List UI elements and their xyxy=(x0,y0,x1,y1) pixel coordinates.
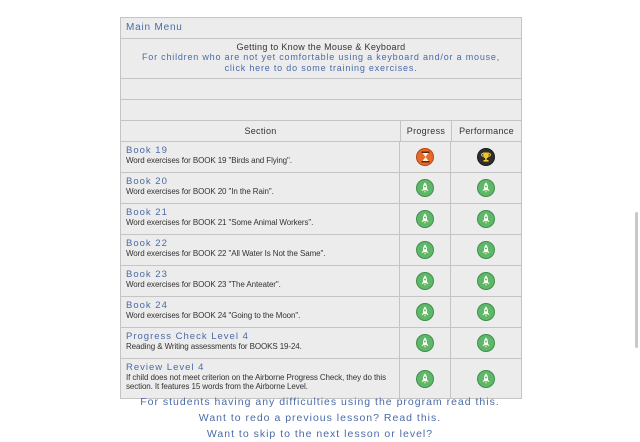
rocket-icon[interactable] xyxy=(477,241,495,259)
table-header xyxy=(121,121,521,142)
section-title-link[interactable]: Book 24 xyxy=(126,300,168,311)
rocket-icon[interactable] xyxy=(416,334,434,352)
section-cell xyxy=(121,173,400,203)
section-description: Word exercises for BOOK 21 "Some Animal Workers". xyxy=(126,218,314,227)
progress-cell xyxy=(400,359,451,398)
table-row xyxy=(121,235,521,266)
rocket-icon[interactable] xyxy=(416,241,434,259)
rocket-icon[interactable] xyxy=(477,370,495,388)
performance-cell xyxy=(451,142,520,172)
hourglass-icon[interactable] xyxy=(416,148,434,166)
progress-cell xyxy=(400,142,451,172)
rocket-icon[interactable] xyxy=(477,272,495,290)
section-cell xyxy=(121,328,400,358)
performance-cell xyxy=(451,173,520,203)
table-row xyxy=(121,204,521,235)
table-row xyxy=(121,328,521,359)
redo-lesson-link[interactable]: Want to redo a previous lesson? Read this. xyxy=(198,412,442,424)
performance-cell xyxy=(451,204,520,234)
table-row xyxy=(121,142,521,173)
blank-row xyxy=(121,100,521,121)
rocket-icon[interactable] xyxy=(416,272,434,290)
section-cell xyxy=(121,235,400,265)
section-title-link[interactable]: Book 21 xyxy=(126,207,168,218)
section-cell xyxy=(121,204,400,234)
progress-header: Progress xyxy=(401,121,452,141)
trophy-icon[interactable] xyxy=(477,148,495,166)
rocket-icon[interactable] xyxy=(477,334,495,352)
progress-cell xyxy=(400,204,451,234)
rocket-icon[interactable] xyxy=(416,179,434,197)
section-title-link[interactable]: Book 22 xyxy=(126,238,168,249)
progress-cell xyxy=(400,266,451,296)
section-description: Word exercises for BOOK 19 "Birds and Flying". xyxy=(126,156,292,165)
performance-cell xyxy=(451,266,520,296)
keyboard-training-link-line2[interactable]: click here to do some training exercises. xyxy=(224,63,418,73)
skip-lesson-link[interactable]: Want to skip to the next lesson or level? xyxy=(206,428,434,440)
rocket-icon[interactable] xyxy=(477,179,495,197)
performance-cell xyxy=(451,328,520,358)
main-panel xyxy=(120,17,522,399)
performance-header: Performance xyxy=(459,126,514,136)
section-description: If child does not meet criterion on the Airborne Progress Check, they do this section. It features 15 words from the Airborne Level. xyxy=(126,373,386,391)
table-row xyxy=(121,359,521,398)
difficulties-link[interactable]: For students having any difficulties using the program read this. xyxy=(140,396,500,408)
performance-cell xyxy=(451,359,520,398)
rocket-icon[interactable] xyxy=(416,303,434,321)
section-cell xyxy=(121,142,400,172)
section-cell xyxy=(121,297,400,327)
section-description: Word exercises for BOOK 24 "Going to the Moon". xyxy=(126,311,301,320)
performance-cell xyxy=(451,297,520,327)
blank-row xyxy=(121,79,521,100)
progress-cell xyxy=(400,297,451,327)
rocket-icon[interactable] xyxy=(477,303,495,321)
section-title-link[interactable]: Progress Check Level 4 xyxy=(126,331,249,342)
lesson-table-body xyxy=(121,142,521,398)
rocket-icon[interactable] xyxy=(416,370,434,388)
progress-cell xyxy=(400,328,451,358)
section-cell xyxy=(121,359,400,398)
performance-cell xyxy=(451,235,520,265)
section-header: Section xyxy=(121,121,401,141)
table-row xyxy=(121,266,521,297)
progress-cell xyxy=(400,173,451,203)
table-row xyxy=(121,297,521,328)
rocket-icon[interactable] xyxy=(477,210,495,228)
section-cell xyxy=(121,266,400,296)
keyboard-training-link-line1[interactable]: For children who are not yet comfortable using a keyboard and/or a mouse, xyxy=(141,52,501,62)
keyboard-training-title: Getting to Know the Mouse & Keyboard xyxy=(236,42,406,52)
section-description: Word exercises for BOOK 23 "The Anteater". xyxy=(126,280,281,289)
section-description: Word exercises for BOOK 22 "All Water Is Not the Same". xyxy=(126,249,326,258)
section-description: Word exercises for BOOK 20 "In the Rain". xyxy=(126,187,274,196)
section-title-link[interactable]: Review Level 4 xyxy=(126,362,205,373)
section-title-link[interactable]: Book 23 xyxy=(126,269,168,280)
keyboard-training-section xyxy=(121,39,521,79)
scrollbar[interactable] xyxy=(635,212,638,348)
rocket-icon[interactable] xyxy=(416,210,434,228)
main-menu-link[interactable]: Main Menu xyxy=(121,18,521,39)
section-description: Reading & Writing assessments for BOOKS 19-24. xyxy=(126,342,302,351)
section-title-link[interactable]: Book 20 xyxy=(126,176,168,187)
section-title-link[interactable]: Book 19 xyxy=(126,145,168,156)
table-row xyxy=(121,173,521,204)
progress-cell xyxy=(400,235,451,265)
